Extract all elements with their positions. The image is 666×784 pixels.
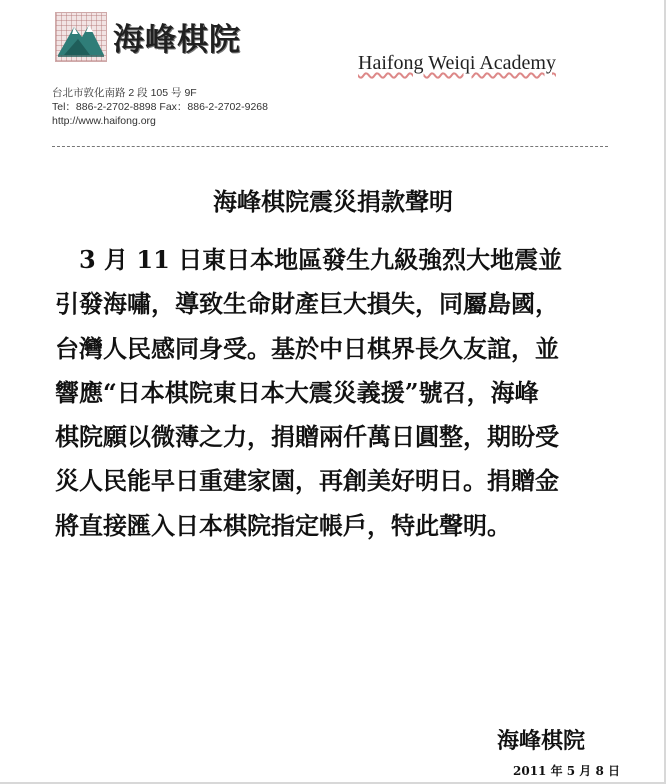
statement-date: 2011 年 5 月 8 日	[513, 764, 620, 778]
statement-body	[55, 238, 562, 548]
body-line: 3 月 11 日東日本地區發生九級強烈大地震並	[55, 245, 563, 274]
address: 台北市敦化南路 2 段 105 号 9F	[52, 87, 197, 99]
body-line: 響應“日本棋院東日本大震災義援”號召，海峰	[55, 377, 539, 407]
logo-text: 海峰棋院	[113, 22, 241, 58]
academy-logo	[55, 12, 261, 62]
header-divider	[52, 146, 608, 147]
body-line: 棋院願以微薄之力，捐贈兩仟萬日圓整，期盼受	[55, 422, 559, 452]
body-line: 引發海嘯，導致生命財產巨大損失，同屬島國，	[55, 289, 559, 319]
academy-english-name: Haifong Weiqi Academy	[358, 52, 556, 74]
mountain-logo-icon	[55, 12, 107, 62]
body-line: 災人民能早日重建家園，再創美好明日。捐贈金	[55, 466, 559, 496]
phone-fax: Tel：886-2-2702-8898 Fax：886-2-2702-9268	[52, 101, 268, 113]
body-line: 台灣人民感同身受。基於中日棋界長久友誼，並	[55, 333, 559, 363]
signature: 海峰棋院	[497, 728, 586, 754]
website-link[interactable]: http://www.haifong.org	[52, 115, 156, 127]
contact-info	[52, 86, 268, 128]
body-line: 將直接匯入日本棋院指定帳戶，特此聲明。	[55, 510, 511, 540]
document-title: 海峰棋院震災捐款聲明	[213, 187, 453, 216]
